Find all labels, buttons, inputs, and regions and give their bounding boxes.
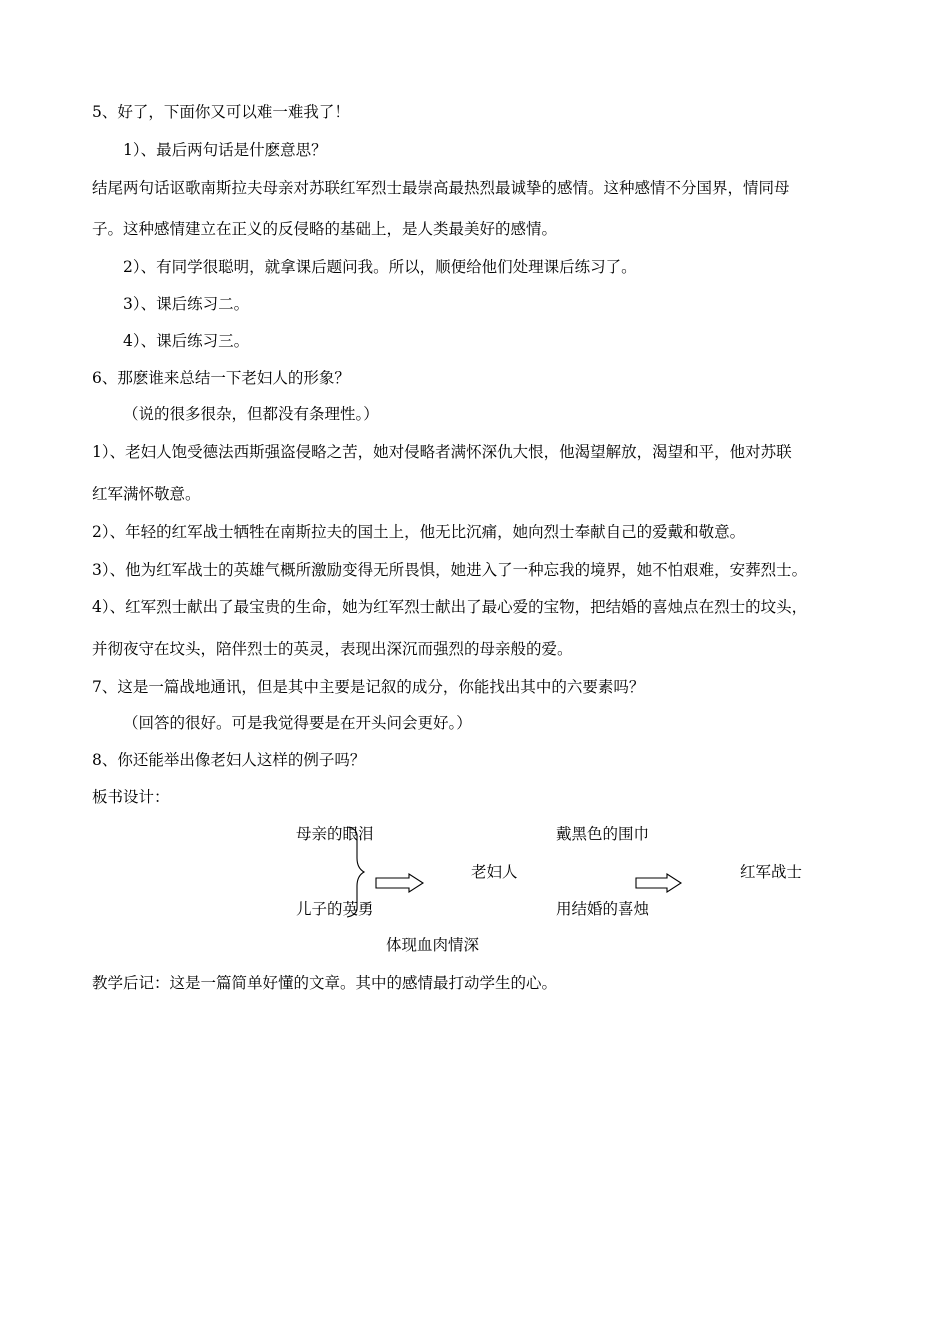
arrow-left bbox=[376, 874, 423, 892]
paragraph-line: 2）、年轻的红军战士牺牲在南斯拉夫的国土上，他无比沉痛，她向烈士奉献自己的爱戴和敬意。 bbox=[92, 523, 746, 541]
note: （说的很多很杂，但都没有条理性。） bbox=[123, 405, 379, 423]
arrow-right bbox=[636, 874, 681, 892]
board-left-top: 母亲的眼泪 bbox=[296, 825, 374, 843]
question-8: 8、你还能举出像老妇人这样的例子吗？ bbox=[92, 751, 366, 769]
paragraph-line: 1）、老妇人饱受德法西斯强盗侵略之苦，她对侵略者满怀深仇大恨，他渴望解放，渴望和平，他对苏联 bbox=[92, 443, 792, 461]
paragraph-line: 并彻夜守在坟头，陪伴烈士的英灵，表现出深沉而强烈的母亲般的爱。 bbox=[92, 640, 573, 658]
board-center: 老妇人 bbox=[471, 863, 518, 881]
question-6: 6、那麽谁来总结一下老妇人的形象？ bbox=[92, 369, 350, 387]
teaching-postscript: 教学后记：这是一篇简单好懂的文章。其中的感情最打动学生的心。 bbox=[92, 974, 558, 992]
paragraph-line: 子。这种感情建立在正义的反侵略的基础上，是人类最美好的感情。 bbox=[92, 220, 558, 238]
sub-item-2: 2）、有同学很聪明，就拿课后题问我。所以，顺便给他们处理课后练习了。 bbox=[123, 258, 637, 276]
board-right: 红军战士 bbox=[740, 863, 803, 881]
paragraph-line: 4）、红军烈士献出了最宝贵的生命，她为红军烈士献出了最心爱的宝物，把结婚的喜烛点在烈士的坟头， bbox=[92, 598, 808, 616]
note: （回答的很好。可是我觉得要是在开头问会更好。） bbox=[123, 714, 472, 732]
board-mid-bottom: 用结婚的喜烛 bbox=[556, 900, 650, 918]
board-design-heading: 板书设计： bbox=[92, 788, 170, 806]
sub-item-4: 4）、课后练习三。 bbox=[123, 332, 250, 350]
board-left-bottom: 儿子的英勇 bbox=[296, 900, 374, 918]
board-under: 体现血肉情深 bbox=[386, 936, 480, 954]
board-mid-top: 戴黑色的围巾 bbox=[556, 825, 650, 843]
sub-item-3: 3）、课后练习二。 bbox=[123, 295, 250, 313]
question-7: 7、这是一篇战地通讯，但是其中主要是记叙的成分，你能找出其中的六要素吗？ bbox=[92, 678, 645, 696]
paragraph-line: 3）、他为红军战士的英雄气概所激励变得无所畏惧，她进入了一种忘我的境界，她不怕艰难，安葬烈士。 bbox=[92, 561, 808, 579]
sub-item-1: 1）、最后两句话是什麽意思？ bbox=[123, 141, 327, 159]
paragraph-line: 结尾两句话讴歌南斯拉夫母亲对苏联红军烈士最崇高最热烈最诚挚的感情。这种感情不分国界，情同母 bbox=[92, 179, 790, 197]
question-5: 5、好了，下面你又可以难一难我了！ bbox=[92, 103, 350, 121]
paragraph-line: 红军满怀敬意。 bbox=[92, 485, 201, 503]
